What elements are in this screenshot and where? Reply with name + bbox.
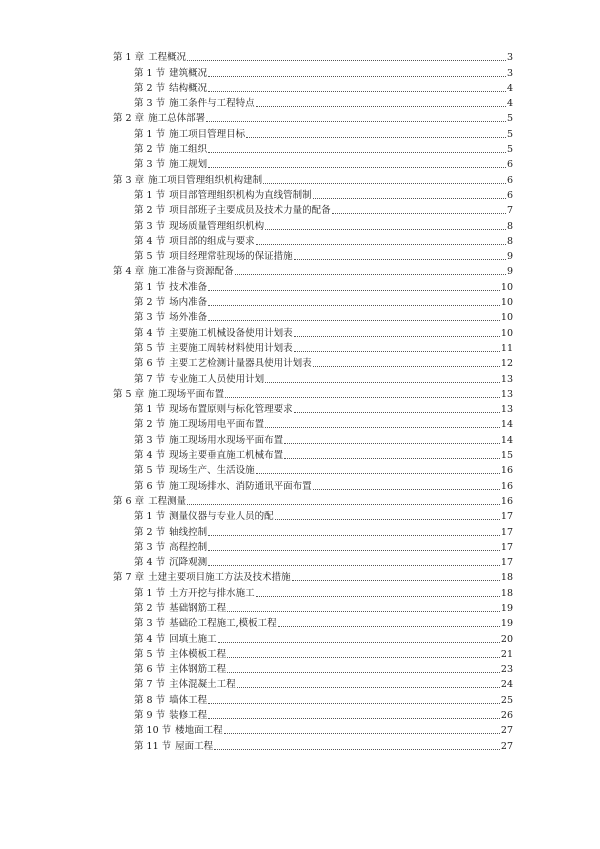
toc-entry-page: 11	[500, 342, 513, 354]
toc-entry-page: 17	[500, 526, 513, 538]
toc-entry-page: 19	[500, 618, 513, 630]
toc-entry-page: 6	[506, 159, 513, 171]
toc-entry-page: 25	[500, 694, 513, 706]
toc-entry-page: 9	[506, 251, 513, 263]
toc-dot-leader	[208, 91, 506, 92]
toc-entry-title: 工程测量	[148, 495, 187, 507]
toc-entry-page: 6	[506, 189, 513, 201]
toc-dot-leader	[227, 611, 500, 612]
toc-entry-page: 13	[500, 404, 513, 416]
toc-entry-page: 6	[506, 174, 513, 186]
toc-entry-title: 建筑概况	[169, 67, 208, 79]
toc-entry-title: 项目部的组成与要求	[169, 235, 255, 247]
table-of-contents	[0, 49, 600, 753]
toc-entry-number: 第 3 节	[134, 312, 166, 324]
toc-dot-leader	[246, 137, 506, 138]
toc-entry-number: 第 4 章	[113, 266, 145, 278]
toc-entry-page: 26	[500, 710, 513, 722]
toc-entry-title: 现场主要垂直施工机械布置	[169, 450, 284, 462]
toc-entry-number: 第 4 节	[134, 327, 166, 339]
toc-dot-leader	[294, 336, 500, 337]
toc-entry-title: 轴线控制	[169, 526, 208, 538]
toc-dot-leader	[278, 626, 500, 627]
toc-entry-page: 23	[500, 664, 513, 676]
toc-entry-number: 第 5 节	[134, 251, 166, 263]
toc-entry-page: 16	[500, 480, 513, 492]
toc-entry-section[interactable]	[134, 539, 513, 554]
toc-entry-title: 装修工程	[169, 710, 208, 722]
toc-entry-number: 第 7 章	[113, 572, 145, 584]
toc-dot-leader	[214, 749, 500, 750]
toc-dot-leader	[284, 458, 500, 459]
toc-entry-title: 技术准备	[169, 281, 208, 293]
toc-entry-number: 第 4 节	[134, 557, 166, 569]
toc-entry-page: 18	[500, 587, 513, 599]
toc-entry-title: 施工现场用水现场平面布置	[169, 434, 284, 446]
toc-entry-section[interactable]	[134, 95, 513, 110]
toc-dot-leader	[208, 703, 500, 704]
toc-entry-page: 9	[506, 266, 513, 278]
toc-entry-page: 27	[500, 725, 513, 737]
toc-entry-section[interactable]	[134, 340, 513, 355]
toc-entry-number: 第 2 节	[134, 144, 166, 156]
toc-entry-section[interactable]	[134, 370, 513, 385]
toc-entry-title: 屋面工程	[175, 740, 214, 752]
toc-entry-number: 第 3 节	[134, 618, 166, 630]
toc-entry-page: 19	[500, 602, 513, 614]
toc-entry-number: 第 5 章	[113, 388, 145, 400]
toc-entry-page: 7	[506, 205, 513, 217]
toc-entry-title: 项目部管理组织机构为直线管制制	[169, 189, 312, 201]
toc-dot-leader	[265, 427, 500, 428]
toc-entry-page: 17	[500, 541, 513, 553]
toc-entry-number: 第 2 节	[134, 205, 166, 217]
toc-entry-section[interactable]	[134, 233, 513, 248]
toc-entry-number: 第 3 节	[134, 434, 166, 446]
toc-dot-leader	[332, 213, 506, 214]
toc-entry-page: 8	[506, 220, 513, 232]
toc-entry-number: 第 2 节	[134, 297, 166, 309]
toc-dot-leader	[218, 642, 500, 643]
toc-entry-chapter[interactable]	[113, 49, 513, 64]
toc-dot-leader	[227, 657, 500, 658]
toc-dot-leader	[187, 60, 506, 61]
toc-entry-title: 项目经理常驻现场的保证措施	[169, 251, 293, 263]
toc-entry-number: 第 1 节	[134, 128, 166, 140]
toc-dot-leader	[208, 290, 500, 291]
toc-entry-number: 第 7 节	[134, 373, 166, 385]
toc-entry-number: 第 7 节	[134, 679, 166, 691]
toc-entry-number: 第 6 节	[134, 358, 166, 370]
toc-entry-title: 沉降观测	[169, 557, 208, 569]
toc-entry-section[interactable]	[134, 676, 513, 691]
toc-entry-number: 第 1 节	[134, 587, 166, 599]
toc-entry-chapter[interactable]	[113, 110, 513, 125]
toc-entry-title: 施工准备与资源配备	[148, 266, 234, 278]
toc-entry-section[interactable]	[134, 324, 513, 339]
toc-entry-page: 10	[500, 312, 513, 324]
toc-entry-section[interactable]	[134, 462, 513, 477]
toc-entry-number: 第 3 节	[134, 220, 166, 232]
toc-entry-number: 第 6 章	[113, 495, 145, 507]
toc-entry-chapter[interactable]	[113, 171, 513, 186]
toc-entry-section[interactable]	[134, 64, 513, 79]
toc-entry-page: 10	[500, 281, 513, 293]
toc-entry-section[interactable]	[134, 248, 513, 263]
toc-entry-number: 第 5 节	[134, 465, 166, 477]
toc-entry-page: 4	[506, 98, 513, 110]
toc-entry-chapter[interactable]	[113, 386, 513, 401]
toc-entry-section[interactable]	[134, 722, 513, 737]
toc-entry-number: 第 2 节	[134, 82, 166, 94]
toc-entry-number: 第 3 节	[134, 159, 166, 171]
toc-entry-title: 施工现场排水、消防通讯平面布置	[169, 480, 312, 492]
toc-entry-section[interactable]	[134, 691, 513, 706]
toc-entry-number: 第 4 节	[134, 235, 166, 247]
toc-entry-page: 13	[500, 388, 513, 400]
toc-dot-leader	[208, 152, 506, 153]
toc-entry-title: 施工组织	[169, 144, 208, 156]
toc-entry-number: 第 6 节	[134, 664, 166, 676]
toc-entry-title: 施工总体部署	[148, 113, 206, 125]
toc-dot-leader	[208, 535, 500, 536]
toc-entry-title: 测量仪器与专业人员的配	[169, 511, 274, 523]
toc-entry-title: 场内准备	[169, 297, 208, 309]
toc-entry-section[interactable]	[134, 401, 513, 416]
toc-entry-page: 16	[500, 465, 513, 477]
toc-entry-number: 第 2 章	[113, 113, 145, 125]
toc-entry-page: 5	[506, 128, 513, 140]
toc-entry-chapter[interactable]	[113, 569, 513, 584]
toc-dot-leader	[227, 672, 500, 673]
toc-entry-number: 第 8 节	[134, 694, 166, 706]
toc-dot-leader	[208, 565, 500, 566]
toc-entry-page: 16	[500, 495, 513, 507]
toc-dot-leader	[208, 550, 500, 551]
toc-dot-leader	[225, 397, 500, 398]
toc-entry-number: 第 3 节	[134, 98, 166, 110]
toc-entry-title: 现场生产、生活设施	[169, 465, 255, 477]
toc-entry-page: 21	[500, 648, 513, 660]
toc-entry-number: 第 10 节	[134, 725, 172, 737]
toc-entry-section[interactable]	[134, 737, 513, 752]
toc-dot-leader	[256, 473, 500, 474]
toc-entry-page: 20	[500, 633, 513, 645]
toc-dot-leader	[208, 76, 506, 77]
toc-entry-section[interactable]	[134, 355, 513, 370]
toc-entry-section[interactable]	[134, 431, 513, 446]
toc-entry-title: 项目部班子主要成员及技术力量的配备	[169, 205, 331, 217]
toc-entry-number: 第 1 节	[134, 281, 166, 293]
toc-dot-leader	[284, 443, 500, 444]
toc-entry-section[interactable]	[134, 217, 513, 232]
toc-entry-number: 第 1 节	[134, 189, 166, 201]
toc-entry-section[interactable]	[134, 202, 513, 217]
toc-dot-leader	[313, 489, 500, 490]
toc-entry-section[interactable]	[134, 508, 513, 523]
toc-dot-leader	[237, 687, 500, 688]
toc-entry-page: 3	[506, 52, 513, 64]
toc-entry-section[interactable]	[134, 187, 513, 202]
toc-dot-leader	[256, 596, 500, 597]
toc-entry-number: 第 2 节	[134, 526, 166, 538]
toc-entry-title: 主要施工周转材料使用计划表	[169, 342, 293, 354]
toc-entry-number: 第 11 节	[134, 740, 172, 752]
toc-dot-leader	[263, 183, 506, 184]
toc-entry-page: 27	[500, 740, 513, 752]
toc-entry-section[interactable]	[134, 646, 513, 661]
toc-entry-section[interactable]	[134, 523, 513, 538]
toc-entry-title: 施工现场平面布置	[148, 388, 225, 400]
toc-dot-leader	[208, 718, 500, 719]
toc-dot-leader	[256, 106, 506, 107]
toc-entry-section[interactable]	[134, 630, 513, 645]
toc-dot-leader	[265, 382, 500, 383]
toc-entry-title: 楼地面工程	[175, 725, 223, 737]
toc-entry-section[interactable]	[134, 584, 513, 599]
toc-entry-section[interactable]	[134, 615, 513, 630]
toc-entry-page: 17	[500, 511, 513, 523]
toc-entry-title: 回填土施工	[169, 633, 217, 645]
toc-entry-title: 结构概况	[169, 82, 208, 94]
toc-entry-page: 4	[506, 82, 513, 94]
toc-entry-number: 第 5 节	[134, 648, 166, 660]
toc-entry-title: 施工条件与工程特点	[169, 98, 255, 110]
toc-entry-number: 第 9 节	[134, 710, 166, 722]
toc-dot-leader	[313, 198, 506, 199]
toc-entry-number: 第 2 节	[134, 419, 166, 431]
toc-entry-title: 高程控制	[169, 541, 208, 553]
toc-entry-number: 第 6 节	[134, 480, 166, 492]
toc-dot-leader	[294, 412, 500, 413]
toc-entry-number: 第 1 节	[134, 67, 166, 79]
toc-entry-title: 现场质量管理组织机构	[169, 220, 265, 232]
toc-entry-section[interactable]	[134, 141, 513, 156]
toc-entry-page: 24	[500, 679, 513, 691]
toc-entry-title: 主要施工机械设备使用计划表	[169, 327, 293, 339]
toc-entry-number: 第 1 章	[113, 52, 145, 64]
toc-entry-section[interactable]	[134, 125, 513, 140]
toc-entry-page: 14	[500, 434, 513, 446]
toc-dot-leader	[294, 351, 500, 352]
toc-entry-title: 主体模板工程	[169, 648, 227, 660]
toc-entry-section[interactable]	[134, 80, 513, 95]
toc-entry-number: 第 1 节	[134, 404, 166, 416]
toc-entry-section[interactable]	[134, 554, 513, 569]
toc-entry-title: 基础砼工程施工,模板工程	[169, 618, 277, 630]
toc-dot-leader	[275, 519, 500, 520]
toc-entry-page: 12	[500, 358, 513, 370]
toc-entry-title: 主要工艺检测计量器具使用计划表	[169, 358, 312, 370]
toc-entry-title: 墙体工程	[169, 694, 208, 706]
toc-entry-title: 土方开挖与排水施工	[169, 587, 255, 599]
toc-entry-title: 基础钢筋工程	[169, 602, 227, 614]
toc-entry-title: 工程概况	[148, 52, 187, 64]
toc-entry-chapter[interactable]	[113, 493, 513, 508]
toc-entry-page: 8	[506, 235, 513, 247]
toc-entry-section[interactable]	[134, 309, 513, 324]
toc-dot-leader	[294, 259, 506, 260]
toc-entry-number: 第 4 节	[134, 633, 166, 645]
toc-entry-section[interactable]	[134, 661, 513, 676]
toc-entry-title: 场外准备	[169, 312, 208, 324]
toc-entry-page: 10	[500, 297, 513, 309]
toc-entry-section[interactable]	[134, 416, 513, 431]
toc-entry-number: 第 3 节	[134, 541, 166, 553]
toc-entry-number: 第 2 节	[134, 602, 166, 614]
toc-entry-title: 主体混凝土工程	[169, 679, 236, 691]
toc-dot-leader	[265, 229, 506, 230]
toc-entry-page: 3	[506, 67, 513, 79]
toc-entry-title: 主体钢筋工程	[169, 664, 227, 676]
toc-entry-number: 第 5 节	[134, 342, 166, 354]
toc-entry-page: 17	[500, 557, 513, 569]
toc-entry-page: 5	[506, 144, 513, 156]
toc-entry-title: 施工现场用电平面布置	[169, 419, 265, 431]
toc-entry-section[interactable]	[134, 156, 513, 171]
toc-entry-page: 14	[500, 419, 513, 431]
toc-dot-leader	[208, 320, 500, 321]
toc-entry-number: 第 1 节	[134, 511, 166, 523]
toc-dot-leader	[224, 733, 500, 734]
toc-entry-section[interactable]	[134, 278, 513, 293]
toc-entry-page: 5	[506, 113, 513, 125]
toc-entry-number: 第 4 节	[134, 450, 166, 462]
toc-dot-leader	[208, 305, 500, 306]
toc-dot-leader	[208, 167, 506, 168]
toc-dot-leader	[292, 580, 500, 581]
toc-entry-title: 施工规划	[169, 159, 208, 171]
toc-entry-page: 10	[500, 327, 513, 339]
toc-entry-title: 施工项目管理组织机构建制	[148, 174, 263, 186]
toc-entry-section[interactable]	[134, 600, 513, 615]
toc-entry-chapter[interactable]	[113, 263, 513, 278]
toc-entry-section[interactable]	[134, 707, 513, 722]
toc-entry-title: 专业施工人员使用计划	[169, 373, 265, 385]
toc-entry-title: 土建主要项目施工方法及技术措施	[148, 572, 291, 584]
toc-entry-number: 第 3 章	[113, 174, 145, 186]
toc-entry-title: 现场布置原则与标化管理要求	[169, 404, 293, 416]
toc-dot-leader	[256, 244, 506, 245]
toc-entry-section[interactable]	[134, 447, 513, 462]
toc-entry-section[interactable]	[134, 477, 513, 492]
toc-entry-page: 13	[500, 373, 513, 385]
toc-entry-title: 施工项目管理目标	[169, 128, 246, 140]
toc-entry-section[interactable]	[134, 294, 513, 309]
toc-entry-page: 18	[500, 572, 513, 584]
toc-dot-leader	[313, 366, 500, 367]
toc-entry-page: 15	[500, 450, 513, 462]
toc-dot-leader	[235, 274, 506, 275]
toc-dot-leader	[206, 121, 506, 122]
toc-dot-leader	[187, 504, 500, 505]
